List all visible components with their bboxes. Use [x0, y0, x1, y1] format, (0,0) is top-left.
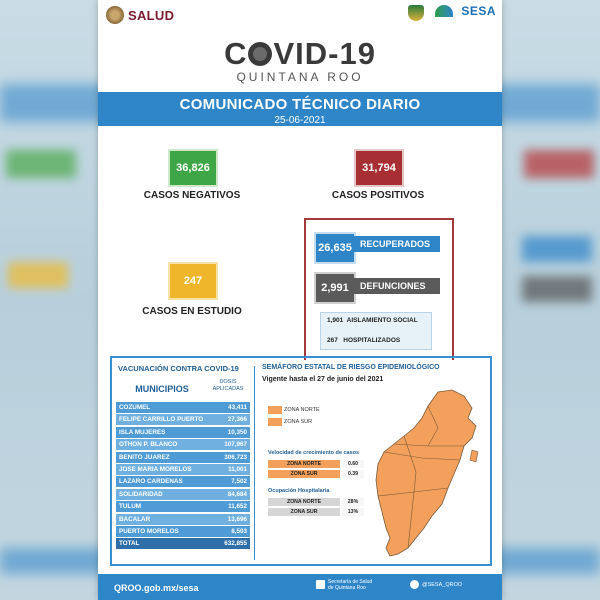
vacunacion-row: [116, 402, 250, 413]
municipio-dosis: 11,001: [228, 466, 247, 473]
ocupacion-sur-valor: 13%: [342, 508, 364, 516]
ocupacion-norte-valor: 28%: [342, 498, 364, 506]
municipio-dosis: 84,684: [227, 490, 247, 498]
sesa-logo-text: SESA: [461, 4, 496, 18]
banner-date: 25-06-2021: [274, 115, 326, 126]
facebook-icon[interactable]: [316, 580, 325, 589]
ocupacion-norte-zona: ZONA NORTE: [268, 498, 340, 506]
infographic-card: [98, 0, 502, 600]
municipio-dosis: 11,652: [228, 503, 247, 511]
vacunacion-row: [116, 427, 250, 438]
aislamiento-hospitalizados-box: [320, 312, 432, 350]
municipio-dosis: 27,366: [227, 416, 247, 424]
zona-norte-label: ZONA NORTE: [284, 407, 320, 413]
municipio-name: BACALAR: [119, 515, 151, 523]
vacunacion-row: [116, 501, 250, 512]
positivos-value: 31,794: [354, 149, 404, 187]
aislamiento-row: [327, 317, 427, 324]
hospitalizados-value: 267: [327, 337, 338, 344]
municipio-dosis: 8,503: [231, 528, 247, 535]
total-label: TOTAL: [119, 540, 140, 548]
vacunacion-row: [116, 514, 250, 525]
velocidad-row-norte: [268, 460, 364, 468]
vacunacion-col-dosis: DOSIS APLICADAS: [212, 379, 244, 392]
ocupacion-row-sur: [268, 508, 364, 516]
zona-sur-label: ZONA SUR: [284, 419, 313, 425]
government-logo: [433, 5, 455, 29]
negativos-label: CASOS NEGATIVOS: [143, 190, 241, 201]
velocidad-sur-zona: ZONA SUR: [268, 470, 340, 478]
estudio-label: CASOS EN ESTUDIO: [142, 306, 242, 317]
aislamiento-label: AISLAMIENTO SOCIAL: [346, 317, 418, 324]
municipio-name: TULUM: [119, 503, 142, 511]
vacunacion-row: [116, 414, 250, 425]
sesa-logo: [461, 5, 496, 17]
municipio-name: BENITO JUAREZ: [119, 453, 170, 461]
vacunacion-row: [116, 526, 250, 537]
legend-zona-norte: [268, 406, 320, 414]
estudio-value: 247: [168, 262, 218, 300]
total-value: 632,855: [224, 540, 247, 548]
twitter-icon[interactable]: [410, 580, 419, 589]
recuperados-label: RECUPERADOS: [354, 236, 440, 252]
recuperados-value: 26,635: [314, 232, 356, 264]
municipio-name: ISLA MUJERES: [119, 428, 166, 436]
municipio-dosis: 306,723: [224, 453, 247, 461]
bottom-section: [110, 356, 492, 566]
zona-sur-swatch: [268, 418, 282, 426]
quintana-roo-map-shape: [376, 390, 476, 556]
salud-logo: [106, 6, 174, 24]
municipio-dosis: 13,696: [227, 515, 247, 523]
vacunacion-total-row: [116, 538, 250, 549]
title-part1: C: [224, 36, 248, 71]
legend-zona-sur: [268, 418, 312, 426]
velocidad-norte-valor: 0.60: [342, 460, 364, 468]
quintana-roo-map: [368, 388, 486, 560]
municipio-name: OTHON P. BLANCO: [119, 441, 178, 449]
municipio-name: LAZARO CARDENAS: [119, 478, 183, 486]
municipio-name: FELIPE CARRILLO PUERTO: [119, 416, 204, 424]
hospitalizados-row: [327, 337, 400, 344]
municipio-dosis: 10,350: [227, 428, 247, 436]
ocupacion-sur-zona: ZONA SUR: [268, 508, 340, 516]
header-logos: [405, 5, 496, 29]
velocidad-row-sur: [268, 470, 364, 478]
vacunacion-row: [116, 476, 250, 487]
hospitalizados-label: HOSPITALIZADOS: [343, 337, 401, 344]
virus-icon: [248, 42, 272, 66]
municipio-name: SOLIDARIDAD: [119, 490, 163, 498]
quintana-roo-logo: [405, 5, 427, 29]
municipio-name: JOSE MARIA MORELOS: [119, 466, 192, 473]
vacunacion-col-municipios: MUNICIPIOS: [135, 384, 189, 394]
banner-title: COMUNICADO TÉCNICO DIARIO: [179, 96, 421, 113]
ocupacion-title: Ocupación Hospitalaria: [268, 488, 330, 494]
footer-url-link[interactable]: QROO.gob.mx/sesa: [114, 583, 199, 593]
defunciones-label: DEFUNCIONES: [354, 278, 440, 294]
arc-icon: [435, 5, 453, 17]
municipio-name: PUERTO MORELOS: [119, 528, 179, 535]
vacunacion-row: [116, 439, 250, 450]
shield-icon: [408, 5, 424, 21]
vacunacion-row: [116, 489, 250, 500]
salud-logo-text: SALUD: [128, 7, 175, 23]
municipio-dosis: 43,411: [228, 404, 247, 411]
title-part2: VID-19: [273, 36, 376, 71]
zona-norte-swatch: [268, 406, 282, 414]
velocidad-norte-zona: ZONA NORTE: [268, 460, 340, 468]
velocidad-title: Velocidad de crecimiento de casos: [268, 450, 360, 456]
facebook-line1: Secretaría de Salud: [328, 579, 373, 585]
semaforo-title: SEMÁFORO ESTATAL DE RIESGO EPIDEMIOLÓGICO: [262, 364, 440, 371]
facebook-line2: de Quintana Roo: [328, 585, 366, 591]
municipio-dosis: 7,502: [231, 478, 247, 486]
page-title: [98, 36, 502, 72]
velocidad-sur-valor: 0.39: [342, 470, 364, 478]
page-subtitle: QUINTANA ROO: [236, 70, 364, 84]
mexico-emblem-icon: [106, 6, 124, 24]
vacunacion-row: [116, 452, 250, 463]
twitter-handle[interactable]: @SESA_QROO: [422, 582, 463, 588]
municipio-name: COZUMEL: [119, 404, 151, 411]
municipio-dosis: 107,967: [224, 441, 247, 449]
vacunacion-row: [116, 464, 250, 475]
section-divider: [254, 366, 255, 560]
positivos-label: CASOS POSITIVOS: [331, 190, 425, 201]
cozumel-island: [470, 450, 478, 462]
negativos-value: 36,826: [168, 149, 218, 187]
defunciones-value: 2,991: [314, 272, 356, 304]
facebook-text[interactable]: [328, 579, 372, 591]
ocupacion-row-norte: [268, 498, 364, 506]
semaforo-vigencia: Vigente hasta el 27 de junio del 2021: [262, 376, 384, 383]
aislamiento-value: 1,901: [327, 317, 344, 324]
vacunacion-title: VACUNACIÓN CONTRA COVID-19: [118, 364, 239, 373]
